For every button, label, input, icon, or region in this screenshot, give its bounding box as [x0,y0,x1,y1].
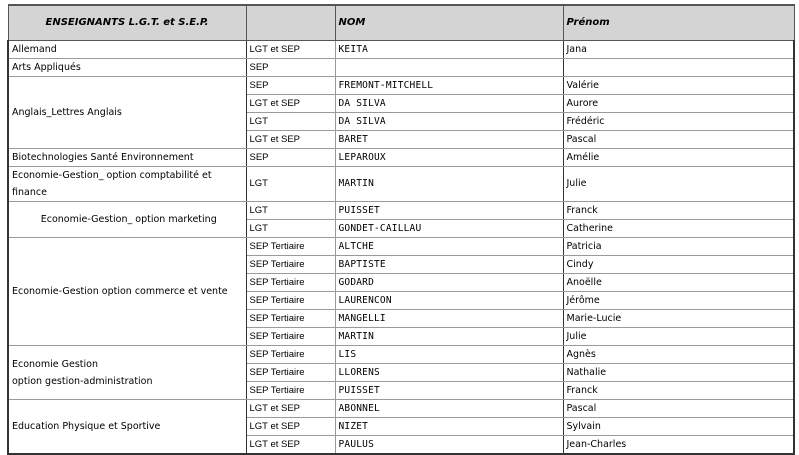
nom-cell: LLORENS [335,364,563,382]
prenom-cell: Julie [563,328,794,346]
prenom-cell: Julie [563,167,794,202]
nom-cell: BARET [335,131,563,149]
subject-cell: Anglais_Lettres Anglais [8,77,246,149]
type-cell: SEP Tertiaire [246,238,335,256]
prenom-cell: Franck [563,382,794,400]
type-cell: SEP [246,59,335,77]
prenom-cell: Cindy [563,256,794,274]
table-row [8,202,794,220]
type-cell: SEP Tertiaire [246,292,335,310]
header-prenom: Prénom [563,5,794,41]
nom-cell: PAULUS [335,436,563,455]
prenom-cell: Pascal [563,400,794,418]
prenom-cell [563,59,794,77]
header-nom: NOM [335,5,563,41]
prenom-cell: Amélie [563,149,794,167]
table-row [8,400,794,418]
type-cell: SEP Tertiaire [246,364,335,382]
nom-cell: PUISSET [335,382,563,400]
table-row [8,77,794,95]
prenom-cell: Nathalie [563,364,794,382]
prenom-cell: Aurore [563,95,794,113]
nom-cell: MARTIN [335,328,563,346]
prenom-cell: Franck [563,202,794,220]
type-cell: LGT et SEP [246,41,335,59]
nom-cell: KEITA [335,41,563,59]
teachers-table [7,4,795,455]
nom-cell: ALTCHE [335,238,563,256]
nom-cell: LAURENCON [335,292,563,310]
type-cell: LGT et SEP [246,131,335,149]
type-cell: LGT [246,202,335,220]
subject-cell: Economie-Gestion_ option marketing [8,202,246,238]
nom-cell: ABONNEL [335,400,563,418]
nom-cell: DA SILVA [335,95,563,113]
prenom-cell: Frédéric [563,113,794,131]
nom-cell: NIZET [335,418,563,436]
subject-cell: Economie-Gestion_ option comptabilité et finance [8,167,246,202]
nom-cell: LEPAROUX [335,149,563,167]
prenom-cell: Jana [563,41,794,59]
table-row [8,167,794,202]
prenom-cell: Catherine [563,220,794,238]
prenom-cell: Pascal [563,131,794,149]
table-row [8,41,794,59]
subject-cell: Economie-Gestion option commerce et vente [8,238,246,346]
nom-cell: MANGELLI [335,310,563,328]
type-cell: SEP Tertiaire [246,256,335,274]
type-cell: SEP Tertiaire [246,274,335,292]
nom-cell: FREMONT-MITCHELL [335,77,563,95]
nom-cell: LIS [335,346,563,364]
subject-cell: Economie Gestion option gestion-administration [8,346,246,400]
type-cell: LGT et SEP [246,418,335,436]
prenom-cell: Agnès [563,346,794,364]
header-enseignants: ENSEIGNANTS L.G.T. et S.E.P. [8,5,246,41]
table-row [8,59,794,77]
subject-cell: Allemand [8,41,246,59]
table-row [8,149,794,167]
nom-cell: BAPTISTE [335,256,563,274]
type-cell: SEP Tertiaire [246,328,335,346]
subject-cell: Biotechnologies Santé Environnement [8,149,246,167]
prenom-cell: Sylvain [563,418,794,436]
type-cell: LGT et SEP [246,400,335,418]
type-cell: SEP [246,149,335,167]
type-cell: LGT [246,167,335,202]
table-row [8,238,794,256]
prenom-cell: Jean-Charles [563,436,794,455]
type-cell: LGT [246,113,335,131]
type-cell: LGT et SEP [246,95,335,113]
nom-cell: GODARD [335,274,563,292]
nom-cell [335,59,563,77]
type-cell: SEP Tertiaire [246,382,335,400]
subject-cell: Arts Appliqués [8,59,246,77]
type-cell: LGT et SEP [246,436,335,455]
nom-cell: DA SILVA [335,113,563,131]
prenom-cell: Jérôme [563,292,794,310]
header-type [246,5,335,41]
type-cell: SEP Tertiaire [246,346,335,364]
prenom-cell: Patricia [563,238,794,256]
prenom-cell: Marie-Lucie [563,310,794,328]
prenom-cell: Valérie [563,77,794,95]
type-cell: SEP [246,77,335,95]
header-row [8,5,794,41]
type-cell: SEP Tertiaire [246,310,335,328]
nom-cell: MARTIN [335,167,563,202]
nom-cell: GONDET-CAILLAU [335,220,563,238]
prenom-cell: Anoëlle [563,274,794,292]
table-row [8,346,794,364]
subject-cell: Education Physique et Sportive [8,400,246,455]
type-cell: LGT [246,220,335,238]
table-body [8,41,794,455]
nom-cell: PUISSET [335,202,563,220]
